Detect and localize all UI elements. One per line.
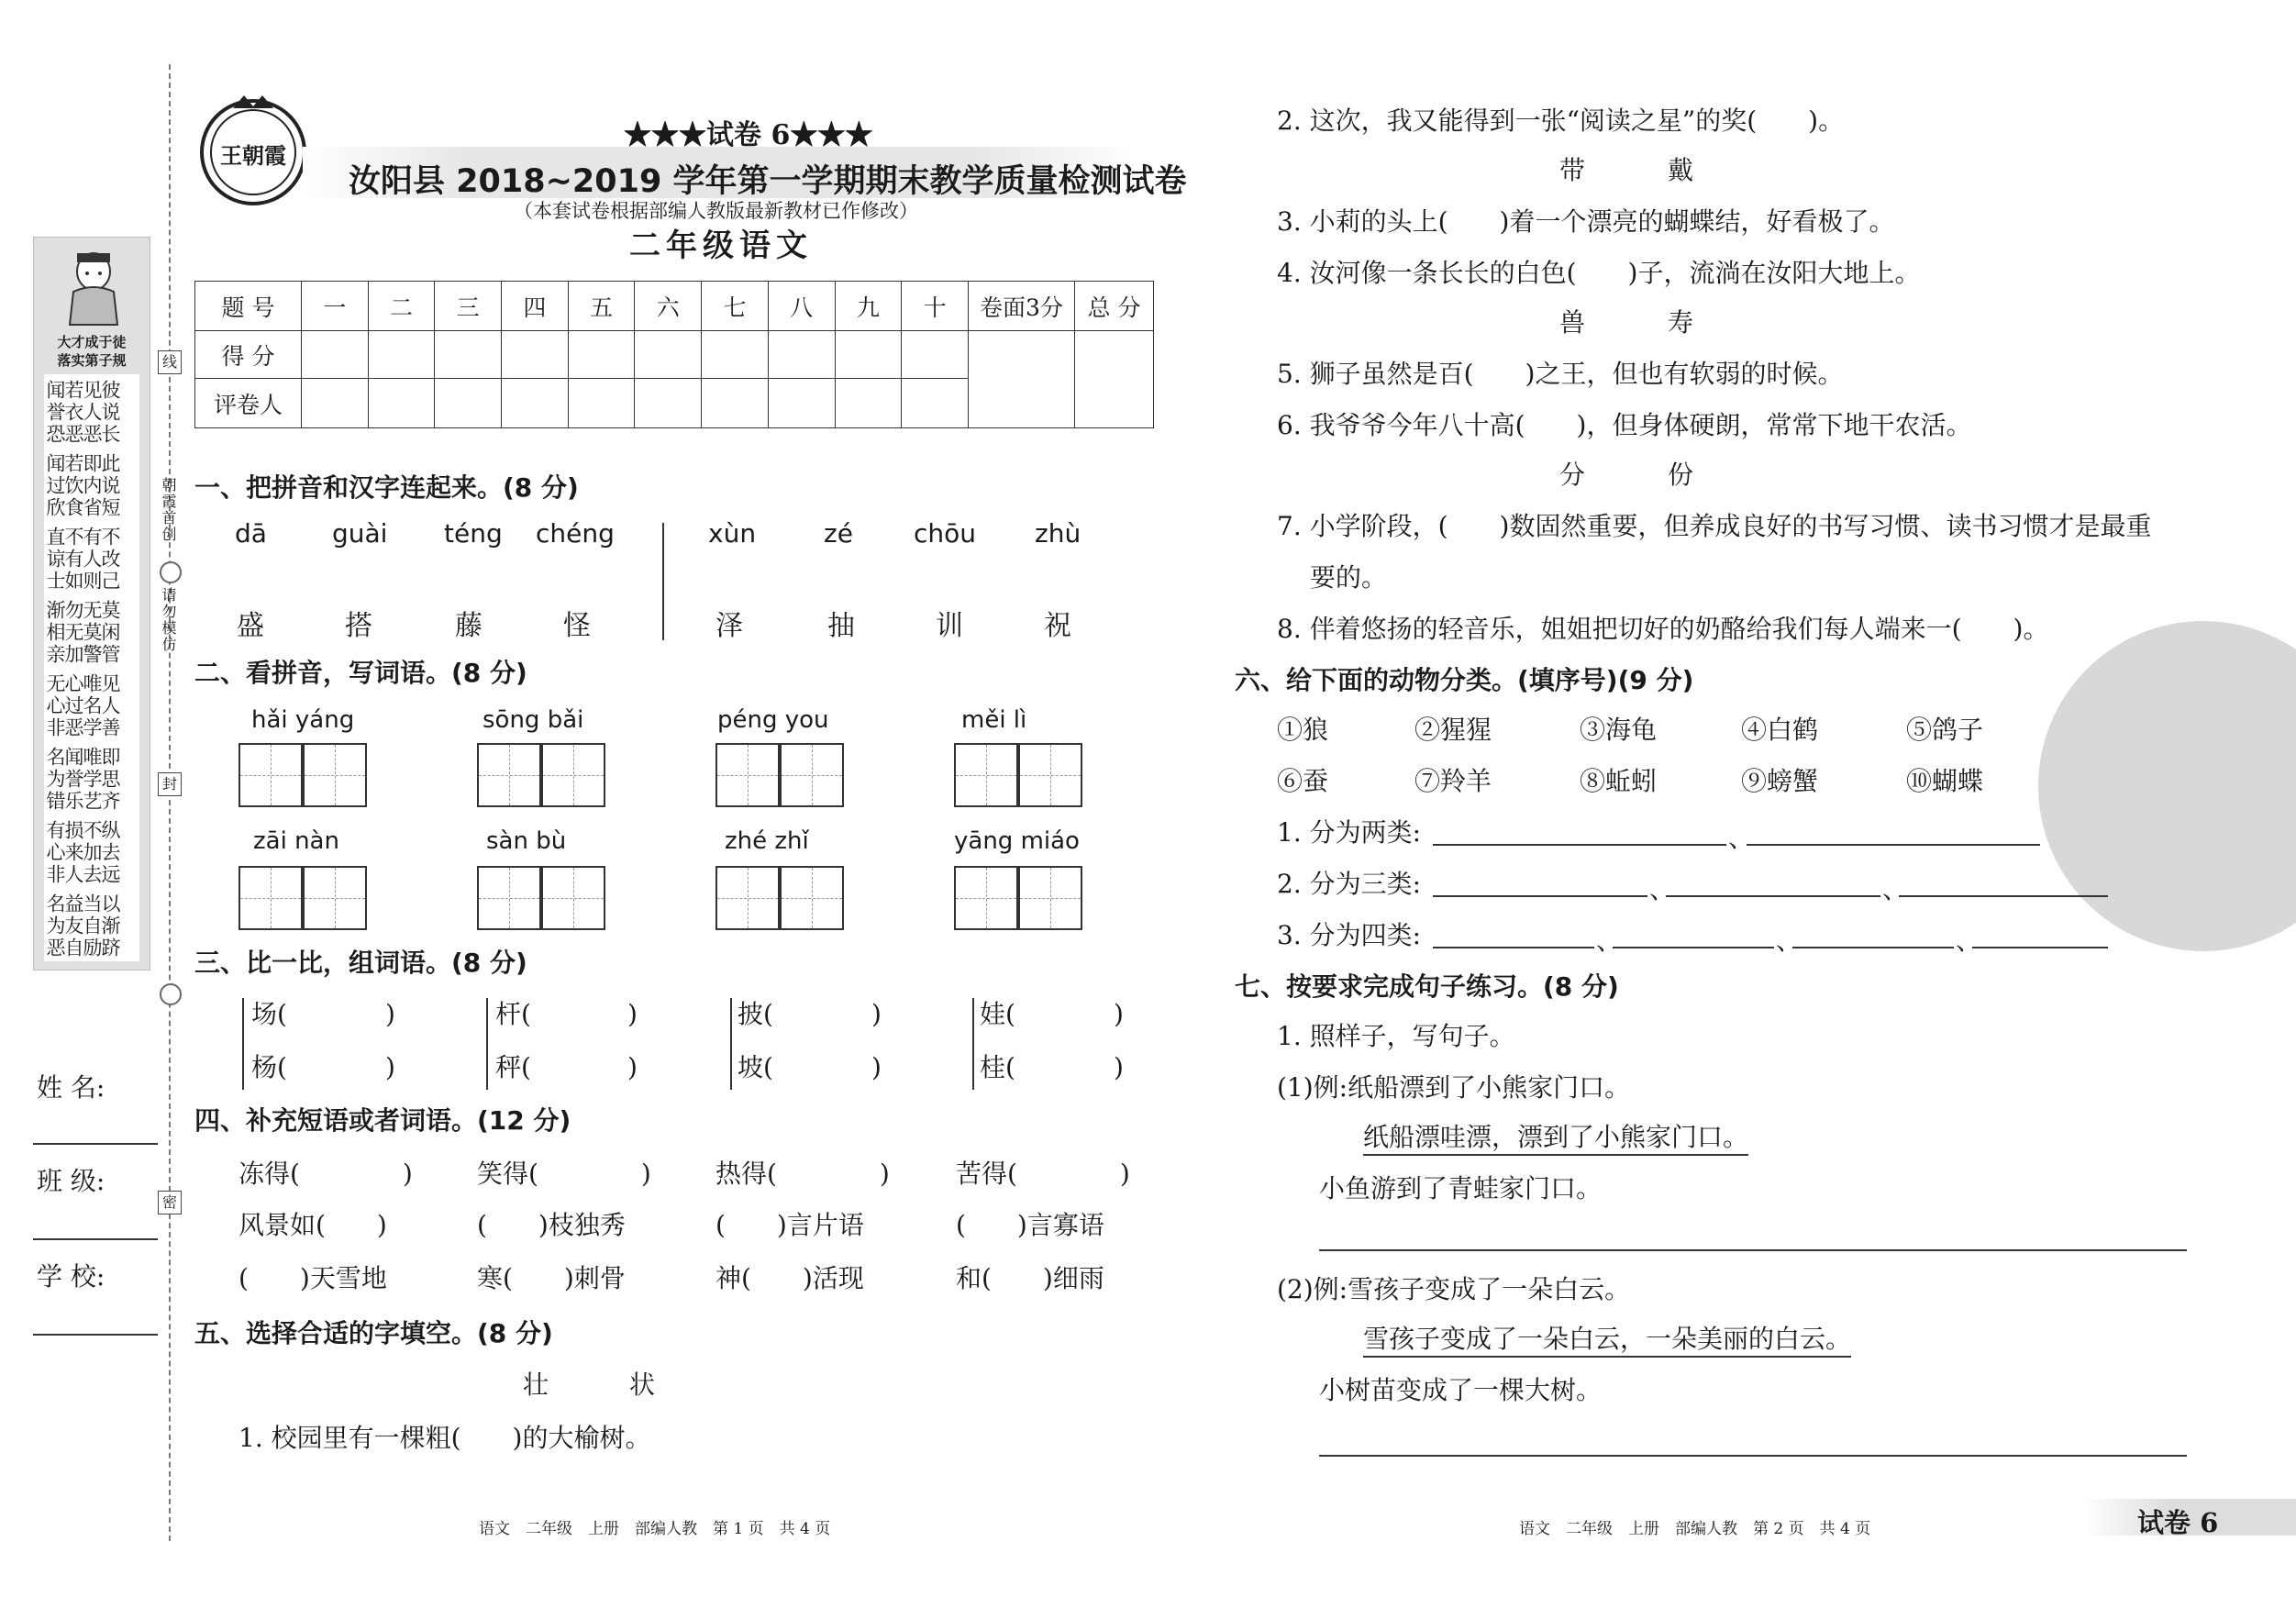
tianzige-box[interactable]	[303, 743, 367, 807]
answer-line[interactable]	[1433, 947, 1594, 948]
answer-line[interactable]	[1666, 895, 1880, 897]
score-cell[interactable]	[768, 331, 835, 379]
verse-col: 唯学艺	[81, 747, 103, 813]
char-choice: 份	[1668, 460, 1694, 490]
pinyin-item: téng	[444, 518, 503, 549]
strip-verse-panel	[44, 374, 139, 961]
pair-brace	[486, 998, 488, 1090]
seal-label-feng: 封	[158, 772, 182, 796]
answer-line[interactable]	[1899, 895, 2108, 897]
score-cell[interactable]	[902, 331, 969, 379]
score-cell[interactable]	[502, 331, 569, 379]
score-cell[interactable]	[768, 379, 835, 428]
compare-word: 坡(	[738, 1052, 773, 1082]
verse-col: 彼说长	[99, 380, 121, 446]
answer-line[interactable]	[1972, 947, 2108, 948]
phrase-item[interactable]: 苦得( )	[956, 1159, 1130, 1189]
animal-item: ⑨螃蟹	[1741, 766, 1819, 796]
score-cell[interactable]	[1075, 331, 1154, 428]
char-choice: 壮	[523, 1370, 549, 1400]
q1-divider	[662, 523, 664, 640]
phrase-item[interactable]: ( )言寡语	[956, 1210, 1104, 1240]
separator: 、	[1649, 874, 1676, 904]
fill-sentence[interactable]: 7. 小学阶段，( )数固然重要，但养成良好的书写习惯、读书习惯才是最重	[1277, 511, 2152, 541]
pinyin-label: zhé zhǐ	[725, 827, 809, 855]
phrase-item[interactable]: 寒( )刺骨	[477, 1263, 626, 1293]
compare-word: 桂(	[980, 1052, 1015, 1082]
compare-close[interactable]: )	[1114, 999, 1124, 1029]
tianzige-box[interactable]	[1018, 866, 1082, 930]
spiral-icon	[160, 983, 182, 1005]
animal-item: ⑤鸽子	[1906, 715, 1984, 745]
hanzi-item[interactable]: 祝	[1044, 610, 1071, 642]
compare-close[interactable]: )	[385, 999, 395, 1029]
score-header: 五	[568, 282, 635, 331]
phrase-item[interactable]: ( )天雪地	[238, 1263, 387, 1293]
classify-label: 3. 分为四类:	[1277, 920, 1422, 950]
answer-line[interactable]	[1792, 947, 1954, 948]
score-header: 总 分	[1075, 282, 1154, 331]
score-cell[interactable]	[302, 379, 369, 428]
compare-close[interactable]: )	[1114, 1052, 1124, 1082]
logo-text: 王朝霞	[220, 142, 286, 169]
compare-close[interactable]: )	[627, 999, 638, 1029]
phrase-item[interactable]: 冻得( )	[238, 1159, 413, 1189]
verse-col: 不加去	[81, 820, 103, 886]
hanzi-item[interactable]: 藤	[455, 610, 482, 642]
tianzige-box[interactable]	[954, 866, 1018, 930]
score-cell[interactable]	[635, 331, 702, 379]
tianzige-box[interactable]	[715, 866, 780, 930]
school-field[interactable]	[33, 1334, 158, 1336]
strip-caption-2: 落实第子规	[57, 352, 127, 369]
practice-sentence: 小树苗变成了一棵大树。	[1319, 1375, 1603, 1405]
binding-line	[169, 64, 171, 1541]
name-label: 姓 名:	[37, 1072, 105, 1103]
char-choice: 寿	[1668, 307, 1694, 338]
pinyin-item: chéng	[536, 518, 615, 549]
verse-col: 直谅士	[44, 527, 66, 593]
answer-line[interactable]	[1433, 844, 1726, 846]
answer-line[interactable]	[1613, 947, 1774, 948]
compare-word: 场(	[251, 999, 287, 1029]
phrase-item[interactable]: 热得( )	[715, 1159, 890, 1189]
compare-word: 披(	[738, 999, 773, 1029]
q4-title: 四、补充短语或者词语。(12 分)	[194, 1105, 571, 1136]
score-header: 九	[835, 282, 902, 331]
separator: 、	[1728, 823, 1755, 853]
exam-subtitle: （本套试卷根据部编人教版最新教材已作修改）	[514, 200, 918, 222]
pinyin-label: yāng miáo	[954, 827, 1080, 855]
instruction: 1. 照样子，写句子。	[1277, 1021, 1515, 1051]
verse-col: 莫闲管	[99, 600, 121, 666]
tianzige-box[interactable]	[780, 866, 844, 930]
tianzige-box[interactable]	[715, 743, 780, 807]
q1-title: 一、把拼音和汉字连起来。(8 分)	[194, 472, 579, 503]
separator: 、	[1596, 926, 1623, 956]
verse-col: 有心非	[44, 820, 66, 886]
score-header: 一	[302, 282, 369, 331]
verse-col: 若衣恶	[62, 380, 84, 446]
score-cell[interactable]	[702, 331, 769, 379]
score-cell[interactable]	[969, 331, 1075, 428]
phrase-item[interactable]: 笑得( )	[477, 1159, 651, 1189]
score-cell[interactable]	[568, 331, 635, 379]
answer-line[interactable]	[1433, 895, 1647, 897]
pinyin-item: zé	[824, 518, 853, 549]
separator: 、	[1956, 926, 1982, 956]
cartoon-figure	[57, 246, 130, 328]
verse-col: 勿无加	[62, 600, 84, 666]
verse-col: 见人恶	[81, 380, 103, 446]
verse-col: 益友自	[62, 893, 84, 959]
animal-item: ③海龟	[1580, 715, 1658, 745]
hanzi-item[interactable]: 怪	[563, 610, 591, 642]
score-header: 三	[435, 282, 502, 331]
hanzi-item[interactable]: 抽	[827, 610, 855, 642]
tianzige-box[interactable]	[238, 743, 303, 807]
tianzige-box[interactable]	[477, 743, 541, 807]
animal-item: ⑧蚯蚓	[1580, 766, 1658, 796]
logo	[196, 88, 310, 209]
score-cell[interactable]	[902, 379, 969, 428]
compare-close[interactable]: )	[871, 999, 882, 1029]
grade-subject: 二年级语文	[629, 227, 813, 264]
pinyin-item: zhù	[1035, 518, 1081, 549]
seal-stamp	[2038, 621, 2296, 951]
verse-col: 有人则	[81, 527, 103, 593]
verse-col: 闻过欣	[44, 453, 66, 519]
compare-close[interactable]: )	[385, 1052, 395, 1082]
animal-item: ④白鹤	[1741, 715, 1819, 745]
hanzi-item[interactable]: 泽	[715, 610, 743, 642]
verse-col: 渐相亲	[44, 600, 66, 666]
animal-item: ⑥蚕	[1277, 766, 1329, 796]
verse-col: 名为恶	[44, 893, 66, 959]
score-cell[interactable]	[835, 331, 902, 379]
q7-title: 七、按要求完成句子练习。(8 分)	[1235, 971, 1619, 1002]
footer-tag: 试卷 6	[2137, 1507, 2219, 1538]
pinyin-item: guài	[332, 518, 388, 549]
tianzige-box[interactable]	[541, 866, 605, 930]
fill-sentence[interactable]: 4. 汝河像一条长长的白色( )子，流淌在汝阳大地上。	[1277, 258, 1921, 288]
hanzi-item[interactable]: 搭	[345, 610, 372, 642]
score-table	[194, 281, 1154, 428]
classify-label: 1. 分为两类:	[1277, 817, 1422, 848]
tianzige-box[interactable]	[541, 743, 605, 807]
compare-close[interactable]: )	[871, 1052, 882, 1082]
answer-line[interactable]	[1319, 1455, 2187, 1457]
char-choice: 带	[1559, 155, 1586, 185]
q6-title: 六、给下面的动物分类。(填序号)(9 分)	[1235, 665, 1694, 695]
score-cell[interactable]	[502, 379, 569, 428]
pair-brace	[972, 998, 974, 1090]
verse-col: 见人善	[99, 673, 121, 739]
verse-col: 不有如	[62, 527, 84, 593]
hanzi-item[interactable]: 盛	[237, 610, 264, 642]
score-header: 题 号	[195, 282, 302, 331]
pinyin-item: xùn	[708, 518, 757, 549]
answer-line[interactable]	[1319, 1249, 2187, 1251]
compare-word: 杆(	[495, 999, 531, 1029]
score-cell[interactable]	[368, 331, 435, 379]
verse-col: 不改己	[99, 527, 121, 593]
phrase-item[interactable]: ( )言片语	[715, 1210, 864, 1240]
pinyin-label: zāi nàn	[253, 827, 339, 855]
compare-word: 杨(	[251, 1052, 287, 1082]
phrase-item[interactable]: 风景如( )	[238, 1210, 387, 1240]
separator: 、	[1882, 874, 1909, 904]
score-header: 二	[368, 282, 435, 331]
animal-item: ②猩猩	[1414, 715, 1492, 745]
animal-item: ①狼	[1277, 715, 1329, 745]
phrase-item[interactable]: 和( )细雨	[956, 1263, 1104, 1293]
char-choice: 分	[1559, 460, 1586, 490]
score-header: 七	[702, 282, 769, 331]
verse-col: 若饮食	[62, 453, 84, 519]
class-label: 班 级:	[37, 1166, 105, 1196]
hanzi-item[interactable]: 训	[936, 610, 963, 642]
char-choice: 状	[629, 1370, 656, 1400]
fill-sentence-cont: 要的。	[1310, 562, 1388, 593]
tianzige-box[interactable]	[477, 866, 541, 930]
seal-label-mi: 密	[158, 1191, 182, 1214]
fill-sentence[interactable]: 5. 狮子虽然是百( )之王，但也有软弱的时候。	[1277, 359, 1844, 389]
verse-col: 无心非	[44, 673, 66, 739]
verse-col: 以渐跻	[99, 893, 121, 959]
verse-col: 纵去远	[99, 820, 121, 886]
pair-brace	[242, 998, 244, 1090]
name-field[interactable]	[33, 1143, 158, 1145]
classify-label: 2. 分为三类:	[1277, 869, 1422, 899]
separator: 、	[1776, 926, 1802, 956]
verse-col: 名为错	[44, 747, 66, 813]
school-label: 学 校:	[37, 1261, 105, 1292]
example-answer: 雪孩子变成了一朵白云，一朵美丽的白云。	[1363, 1326, 1851, 1358]
fill-sentence[interactable]: 6. 我爷爷今年八十高( )，但身体硬朗，常常下地干农活。	[1277, 410, 1972, 440]
verse-col: 损来人	[62, 820, 84, 886]
verse-col: 当自励	[81, 893, 103, 959]
verse-col: 即内省	[81, 453, 103, 519]
strip-caption-1: 大才成于徒	[57, 334, 127, 350]
practice-sentence: 小鱼游到了青蛙家门口。	[1319, 1173, 1603, 1203]
score-cell[interactable]	[302, 331, 369, 379]
phrase-item[interactable]: 神( )活现	[715, 1263, 864, 1293]
fill-sentence[interactable]: 1. 校园里有一棵粗( )的大榆树。	[238, 1423, 651, 1453]
score-cell[interactable]	[368, 379, 435, 428]
score-row-label: 得 分	[195, 331, 302, 379]
side-note-1: 朝霞首创	[160, 477, 177, 543]
animal-item: ⑦羚羊	[1414, 766, 1492, 796]
fill-sentence[interactable]: 3. 小莉的头上( )着一个漂亮的蝴蝶结，好看极了。	[1277, 206, 1895, 237]
tianzige-box[interactable]	[1018, 743, 1082, 807]
verse-col: 此说短	[99, 453, 121, 519]
q2-title: 二、看拼音，写词语。(8 分)	[194, 658, 527, 688]
example-sentence: (2)例:雪孩子变成了一朵白云。	[1277, 1274, 1631, 1304]
spiral-icon	[160, 561, 182, 583]
verse-col: 唯名学	[81, 673, 103, 739]
tianzige-box[interactable]	[238, 866, 303, 930]
phrase-item[interactable]: ( )枝独秀	[477, 1210, 626, 1240]
pinyin-label: sōng bǎi	[482, 706, 584, 734]
tianzige-box[interactable]	[954, 743, 1018, 807]
verse-col: 即思齐	[99, 747, 121, 813]
compare-word: 娃(	[980, 999, 1015, 1029]
pinyin-label: sàn bù	[486, 827, 567, 855]
example-sentence: (1)例:纸船漂到了小熊家门口。	[1277, 1072, 1631, 1103]
char-choice: 戴	[1668, 155, 1694, 185]
animal-item: ⑩蝴蝶	[1906, 766, 1984, 796]
compare-close[interactable]: )	[627, 1052, 638, 1082]
side-note-2: 请勿模仿	[160, 587, 177, 653]
footer-left: 语文 二年级 上册 部编人教 第 1 页 共 4 页	[479, 1520, 831, 1538]
pair-brace	[730, 998, 732, 1090]
pinyin-label: péng you	[717, 706, 829, 734]
score-cell[interactable]	[835, 379, 902, 428]
exam-title: 汝阳县 2018~2019 学年第一学期期末教学质量检测试卷	[349, 163, 1187, 200]
score-cell[interactable]	[568, 379, 635, 428]
verse-col: 无莫警	[81, 600, 103, 666]
pinyin-item: dā	[235, 518, 267, 549]
score-row-label: 评卷人	[195, 379, 302, 428]
score-header: 四	[502, 282, 569, 331]
verse-col: 心过恶	[62, 673, 84, 739]
q3-title: 三、比一比，组词语。(8 分)	[194, 948, 527, 978]
fill-sentence[interactable]: 8. 伴着悠扬的轻音乐，姐姐把切好的奶酪给我们每人端来一( )。	[1277, 614, 2049, 644]
verse-col: 闻誉恐	[44, 380, 66, 446]
score-header: 八	[768, 282, 835, 331]
q5-title: 五、选择合适的字填空。(8 分)	[194, 1318, 553, 1348]
score-header: 十	[902, 282, 969, 331]
score-header: 六	[635, 282, 702, 331]
tianzige-box[interactable]	[303, 866, 367, 930]
pinyin-label: měi lì	[961, 706, 1027, 734]
example-answer: 纸船漂哇漂，漂到了小熊家门口。	[1363, 1125, 1748, 1156]
class-field[interactable]	[33, 1238, 158, 1240]
score-cell[interactable]	[702, 379, 769, 428]
seal-label-xian: 线	[158, 350, 182, 374]
score-header: 卷面3分	[969, 282, 1075, 331]
score-cell[interactable]	[435, 379, 502, 428]
answer-line[interactable]	[1747, 844, 2040, 846]
footer-right: 语文 二年级 上册 部编人教 第 2 页 共 4 页	[1519, 1520, 1871, 1538]
verse-col: 闻誉乐	[62, 747, 84, 813]
score-cell[interactable]	[635, 379, 702, 428]
series-label: ★★★试卷 6★★★	[624, 119, 873, 151]
pinyin-label: hǎi yáng	[251, 706, 355, 734]
compare-word: 秤(	[495, 1052, 531, 1082]
pinyin-item: chōu	[914, 518, 977, 549]
tianzige-box[interactable]	[780, 743, 844, 807]
char-choice: 兽	[1559, 307, 1586, 338]
fill-sentence[interactable]: 2. 这次，我又能得到一张“阅读之星”的奖( )。	[1277, 105, 1845, 136]
score-cell[interactable]	[435, 331, 502, 379]
